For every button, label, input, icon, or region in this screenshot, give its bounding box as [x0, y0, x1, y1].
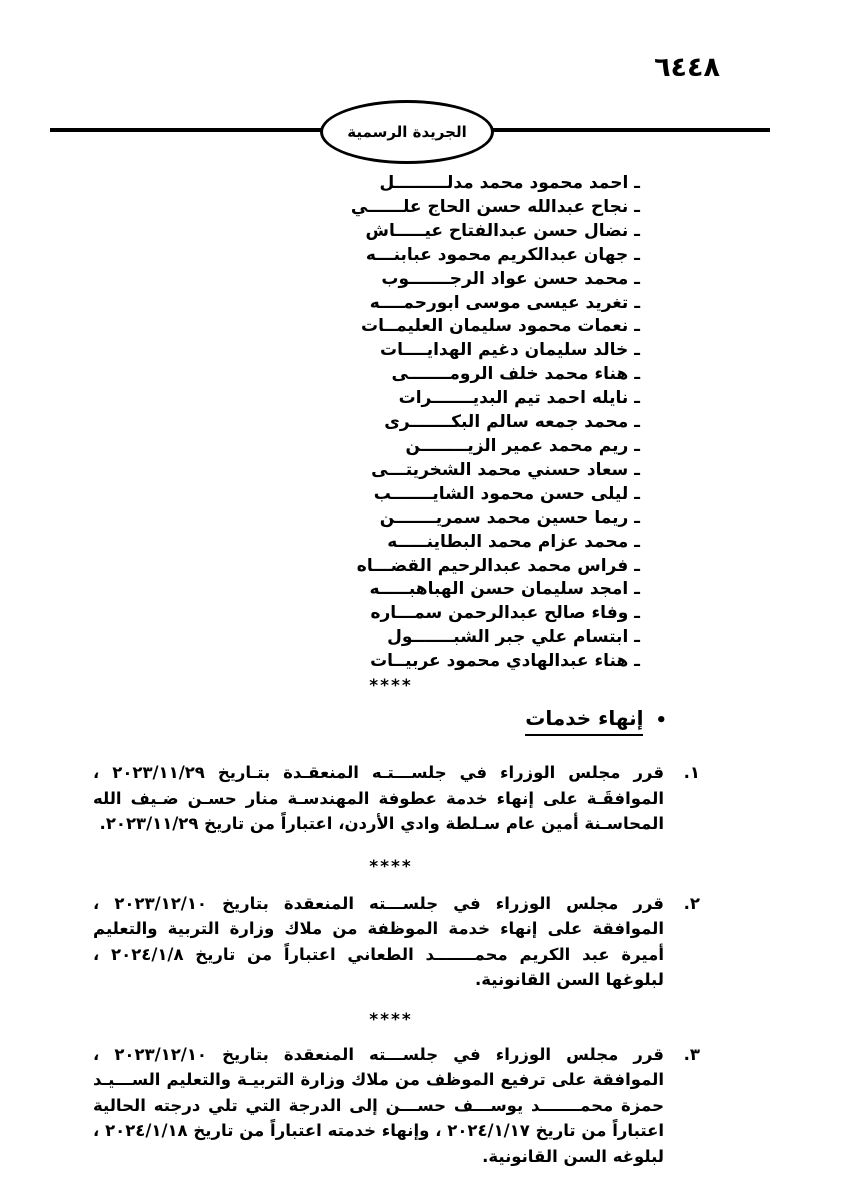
decision-item	[93, 891, 700, 993]
list-item: ـ تغريد عيسى موسى ابورحمــــه	[369, 292, 640, 313]
list-item: ـ ريم محمد عمير الزيــــــــن	[405, 435, 640, 456]
gazette-banner-oval	[320, 100, 494, 164]
list-item: ـ ليلى حسن محمود الشايـــــــب	[373, 483, 640, 504]
asterisk-separator: ****	[369, 1009, 413, 1030]
decision-item	[93, 1042, 700, 1170]
header-band	[0, 100, 850, 162]
decision-text: قرر مجلس الوزراء في جلســـته المنعقدة بتاريخ ٢٠٢٣/١٢/١٠ ، الموافقة على إنهاء خدمة الموظفة من ملاك وزارة التربية والتعليم أميرة عبد الكريم محمـــــــد الطعاني اعتباراً من تاريخ ٢٠٢٤/١/٨ ، لبلوغها السن القانونية.	[93, 893, 664, 990]
gazette-banner-title: الجريدة الرسمية	[347, 123, 467, 141]
page-content	[0, 172, 850, 1169]
decision-number: ٣.	[683, 1044, 700, 1064]
asterisk-separator: ****	[369, 856, 413, 877]
decision-text: قرر مجلس الوزراء في جلســـتـه المنعقـدة بتـاريخ ٢٠٢٣/١١/٢٩ ، الموافقَـة على إنهاء خدمة عطوفة المهندسـة منار حسـن ضـيف الله المحاسـنة أمين عام سـلطة وادي الأردن، اعتباراً من تاريخ ٢٠٢٣/١١/٢٩.	[93, 763, 665, 834]
asterisk-separator: ****	[369, 676, 413, 697]
list-item: ـ فراس محمد عبدالرحيم القضـــاه	[356, 555, 640, 576]
list-item: ـ هناء عبدالهادي محمود عربيــات	[370, 651, 640, 672]
list-item: ـ نايله احمد تيم البديـــــــرات	[398, 388, 640, 409]
names-list	[0, 172, 850, 674]
list-item: ـ وفاء صالح عبدالرحمن سمـــاره	[370, 603, 640, 624]
list-item: ـ نعمات محمود سليمان العليمــات	[361, 316, 640, 337]
list-item: ـ امجد سليمان حسن الهباهبـــــه	[369, 579, 640, 600]
list-item: ـ هناء محمد خلف الرومـــــــى	[391, 364, 640, 385]
decision-number: ٢.	[683, 893, 700, 913]
section-heading	[0, 706, 667, 736]
list-item: ـ ابتسام علي جبر الشبـــــــول	[387, 627, 640, 648]
decision-item	[93, 760, 700, 837]
list-item: ـ ريما حسين محمد سمريـــــــن	[379, 507, 640, 528]
list-item: ـ نجاح عبدالله حسن الحاج علــــــي	[350, 196, 640, 217]
list-item: ـ خالد سليمان دغيم الهدايــــات	[380, 340, 640, 361]
list-item: ـ محمد جمعه سالم البكـــــــرى	[384, 412, 640, 433]
list-item: ـ احمد محمود محمد مدلـــــــــل	[379, 173, 640, 193]
list-item: ـ نضال حسن عبدالفتاح عيـــــاش	[365, 220, 640, 241]
decision-number: ١.	[683, 763, 700, 783]
decision-text: قرر مجلس الوزراء في جلســـته المنعقدة بتاريخ ٢٠٢٣/١٢/١٠ ، الموافقة على ترفيع الموظف من ملاك وزارة التربيـة والتعليم الســـيـد حمزة محمـــــــد يوســـف حســـن إلى الدرجة التي تلي درجته الحالية اعتباراً من تاريخ ٢٠٢٤/١/١٧ ، وإنهاء خدمته اعتباراً من تاريخ ٢٠٢٤/١/١٨ ، لبلوغه السن القانونية.	[93, 1044, 664, 1166]
page-number: ٦٤٤٨	[654, 52, 720, 83]
bullet-icon: •	[655, 710, 667, 732]
list-item: ـ محمد عزام محمد البطاينـــــه	[387, 531, 640, 552]
list-item: ـ جهان عبدالكريم محمود عبابنـــه	[365, 244, 640, 265]
section-title: إنهاء خدمات	[525, 706, 643, 736]
list-item: ـ سعاد حسني محمد الشخريتـــى	[371, 459, 640, 480]
list-item: ـ محمد حسن عواد الرجـــــــوب	[381, 268, 640, 289]
